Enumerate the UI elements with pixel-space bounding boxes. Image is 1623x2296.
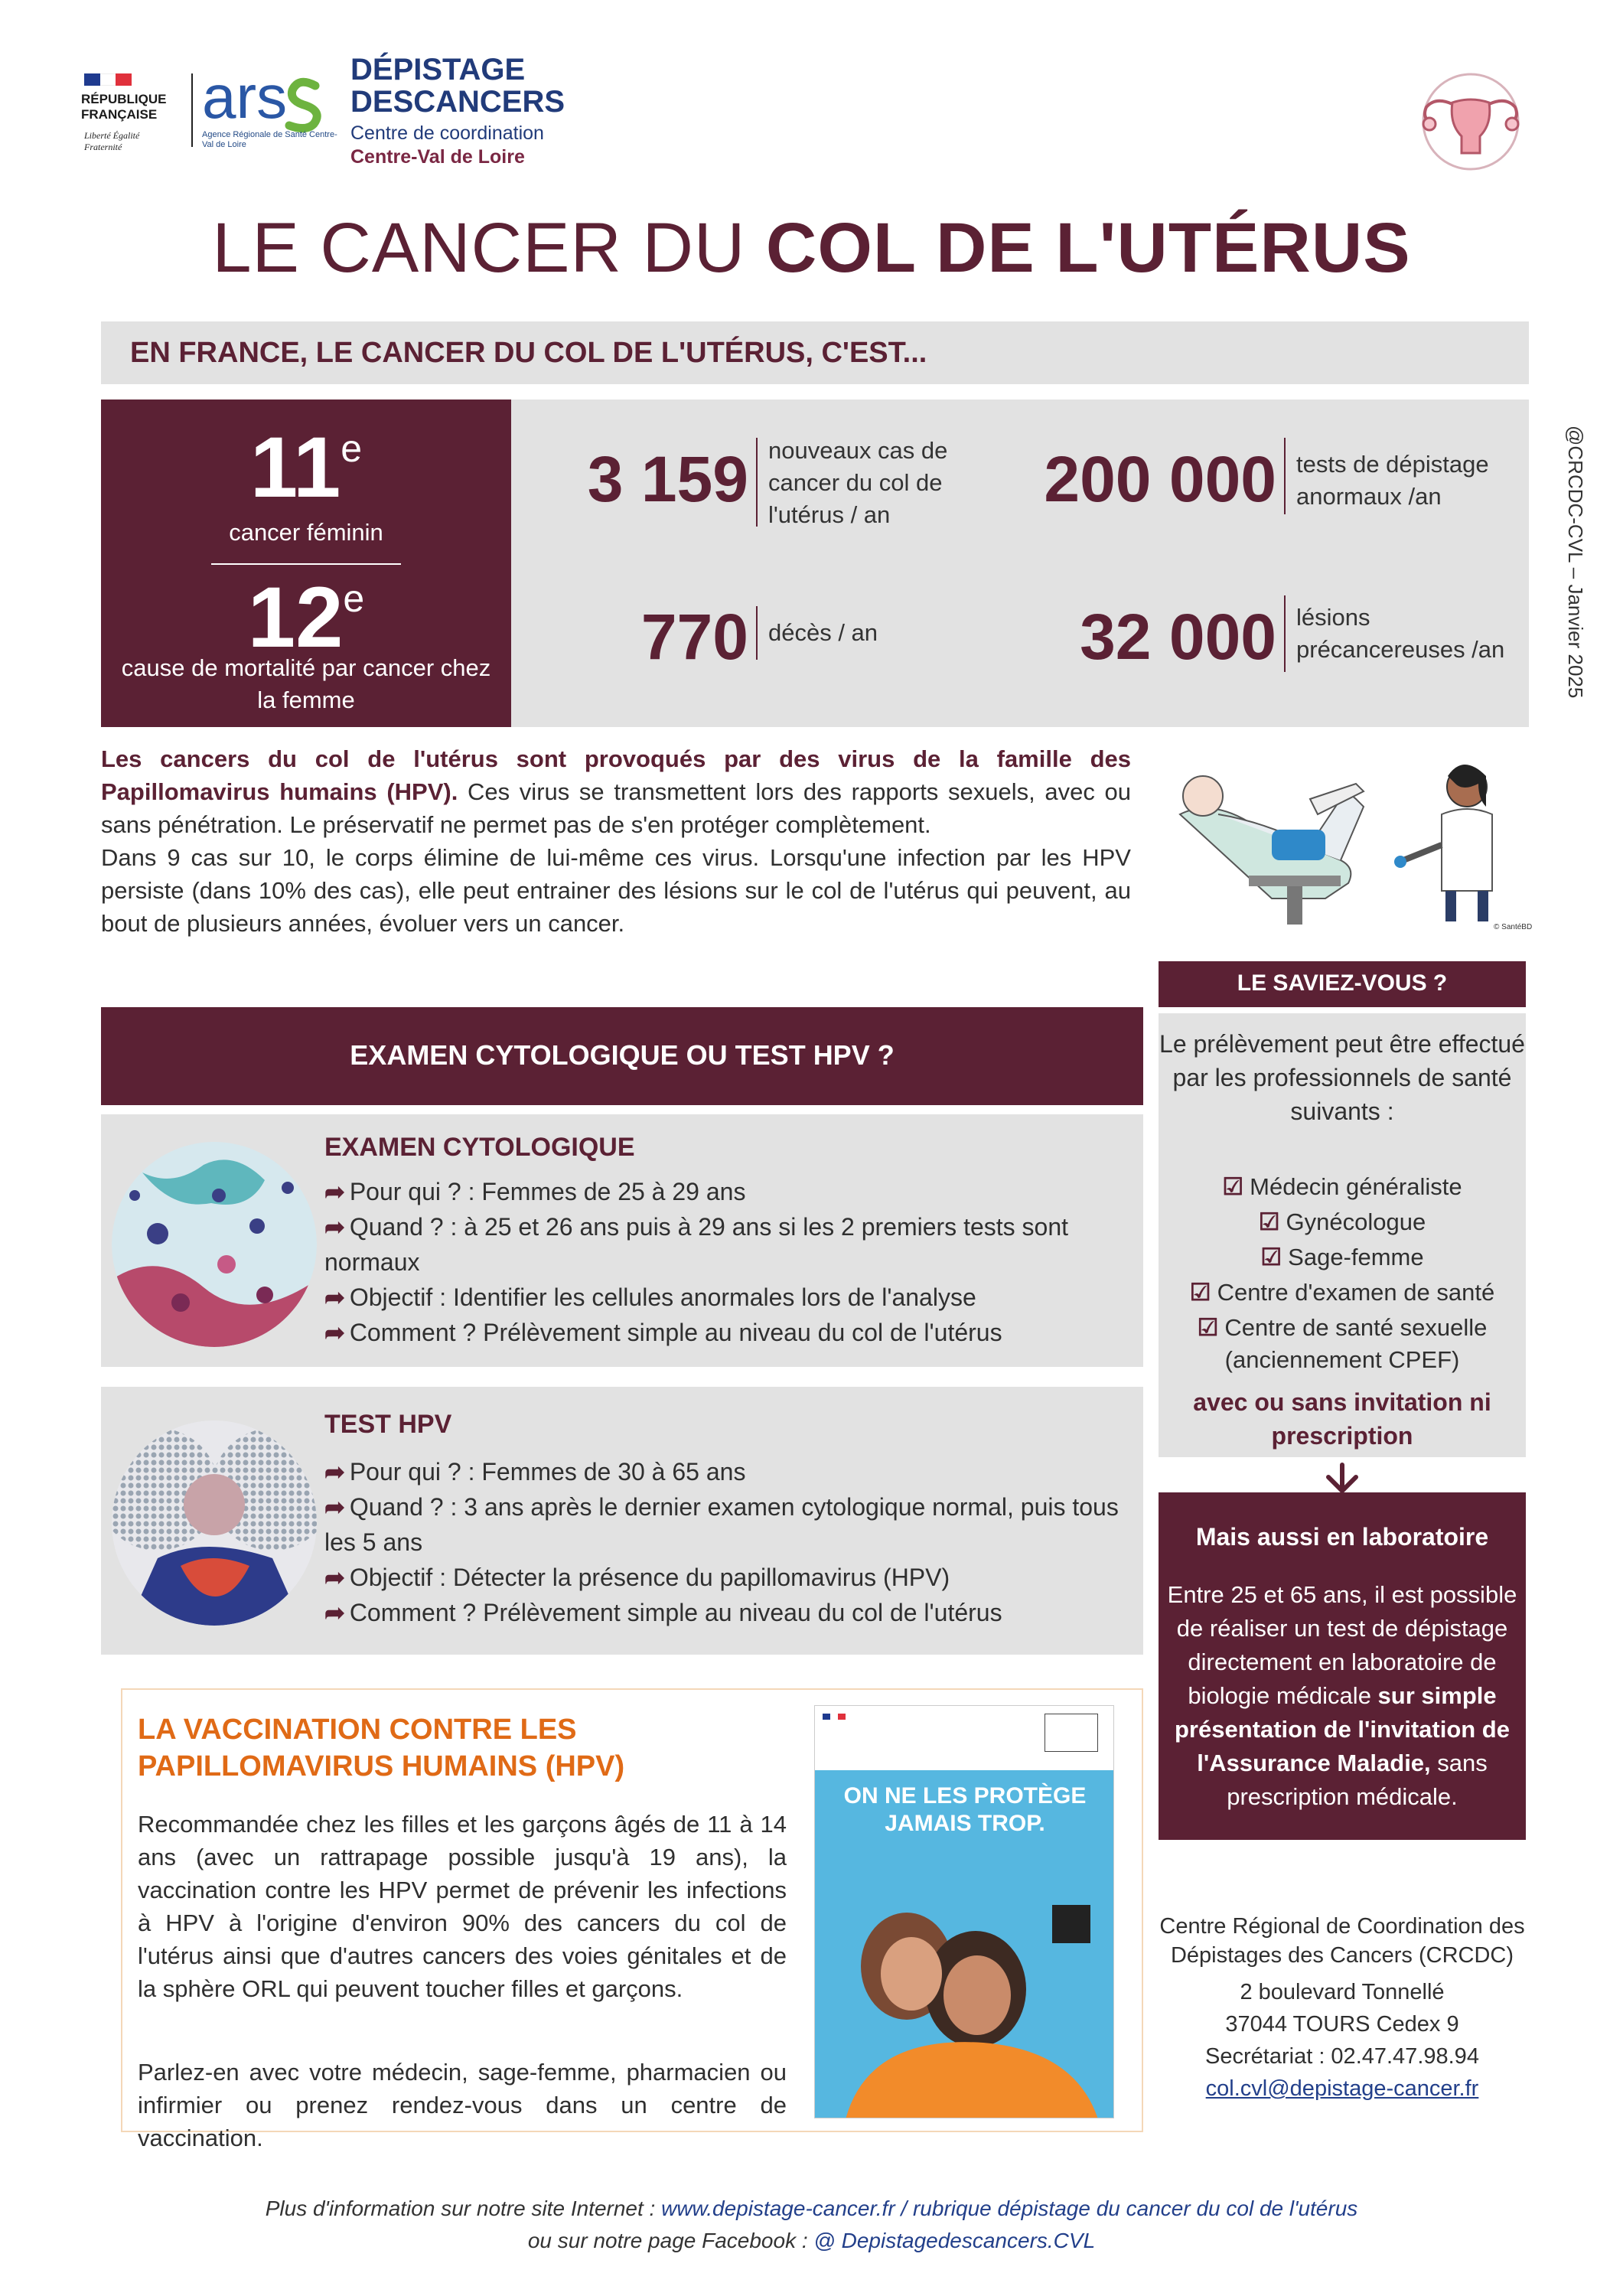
logo-divider — [191, 73, 193, 147]
address-email[interactable]: col.cvl@depistage-cancer.fr — [1205, 2076, 1479, 2101]
hpv-line: ➦ Pour qui ? : Femmes de 30 à 65 ans — [324, 1458, 746, 1486]
vaccination-poster — [814, 1705, 1114, 2118]
cytology-line: ➦ Quand ? : à 25 et 26 ans puis à 29 ans si les 2 premiers tests sont normaux — [324, 1213, 1069, 1276]
saviez-vous-note: avec ou sans invitation ni prescription — [1193, 1388, 1491, 1450]
arrow-icon: ➦ — [324, 1213, 345, 1241]
checkbox-icon: ☑ — [1222, 1173, 1244, 1200]
region-label: Centre-Val de Loire — [350, 146, 525, 168]
arrow-icon: ➦ — [324, 1599, 345, 1626]
france-banner: EN FRANCE, LE CANCER DU COL DE L'UTÉRUS, C'EST... — [101, 321, 1529, 384]
exam-banner: EXAMEN CYTOLOGIQUE OU TEST HPV ? — [101, 1007, 1143, 1105]
list-item: ☑ Centre de santé sexuelle — [1197, 1314, 1488, 1341]
cytology-card — [101, 1114, 1143, 1367]
stat-value-tests: 200 000 — [1044, 443, 1276, 515]
rank-12-label: cause de mortalité par cancer chez la femme — [121, 654, 491, 713]
poster-logo — [1045, 1714, 1098, 1752]
hpv-line: ➦ Quand ? : 3 ans après le dernier examen cytologique normal, puis tous les 5 ans — [324, 1493, 1119, 1556]
checkbox-icon: ☑ — [1197, 1314, 1219, 1341]
coordination-label: Centre de coordination — [350, 122, 544, 144]
depistage-line2: DESCANCERS — [350, 85, 565, 119]
saviez-vous-panel — [1159, 1013, 1526, 1457]
stat-label-cases: nouveaux cas de cancer du col de l'utérus / an — [768, 437, 948, 528]
address-street: 2 boulevard Tonnellé — [1240, 1980, 1445, 2004]
rank-11-label: cancer féminin — [229, 519, 383, 546]
arrow-icon: ➦ — [324, 1319, 345, 1346]
laboratory-title: Mais aussi en laboratoire — [1195, 1523, 1489, 1551]
address-city: 37044 TOURS Cedex 9 — [1225, 2012, 1459, 2037]
laboratory-panel — [1159, 1492, 1526, 1840]
checkbox-icon: ☑ — [1258, 1208, 1280, 1235]
gynecology-exam-illustration — [1157, 745, 1538, 935]
cytology-line: ➦ Pour qui ? : Femmes de 25 à 29 ans — [324, 1178, 746, 1205]
vaccination-advice: Parlez-en avec votre médecin, sage-femme, pharmacien ou infirmier ou prenez rendez-vous dans un centre de vaccination. — [138, 2059, 787, 2151]
stat-value-deaths: 770 — [640, 601, 748, 673]
hpv-line: ➦ Objectif : Détecter la présence du papillomavirus (HPV) — [324, 1564, 950, 1591]
laboratory-text: Entre 25 et 65 ans, il est possible de réaliser un test de dépistage directement en laboratoire de biologie médicale sur simple présentation de l'invitation de l'Assurance Maladie, sans prescription médicale. — [1167, 1581, 1517, 1810]
checkbox-icon: ☑ — [1189, 1279, 1211, 1306]
hpv-details — [324, 1454, 1136, 1630]
hpv-test-card — [101, 1387, 1143, 1655]
side-credit: @CRCDC-CVL – Janvier 2025 — [1564, 426, 1587, 699]
checkbox-icon: ☑ — [1260, 1244, 1282, 1270]
stat-divider — [1284, 595, 1286, 672]
stat-value-lesions: 32 000 — [1080, 601, 1276, 673]
arrow-icon: ➦ — [324, 1178, 345, 1205]
arrow-icon: ➦ — [324, 1458, 345, 1486]
stat-divider — [756, 438, 758, 527]
vaccination-title: LA VACCINATION CONTRE LES PAPILLOMAVIRUS HUMAINS (HPV) — [138, 1714, 625, 1782]
list-item: ☑ Médecin généraliste — [1222, 1173, 1462, 1200]
list-item: ☑ Gynécologue — [1258, 1208, 1426, 1235]
poster-flag — [823, 1714, 846, 1720]
arrow-icon: ➦ — [324, 1564, 345, 1591]
rank-panel — [101, 400, 511, 727]
hpv-title: TEST HPV — [324, 1410, 452, 1439]
poster-title: ON NE LES PROTÈGE JAMAIS TROP. — [843, 1783, 1087, 1836]
footer-website: Plus d'information sur notre site Internet : www.depistage-cancer.fr / rubrique dépistage du cancer du col de l'utérus — [265, 2197, 1358, 2220]
footer-facebook: ou sur notre page Facebook : @ Depistagedescancers.CVL — [527, 2229, 1096, 2252]
list-item: ☑ Centre d'examen de santé — [1189, 1279, 1495, 1306]
page-title: LE CANCER DU COL DE L'UTÉRUS — [212, 209, 1411, 287]
rank-12: 12e — [247, 569, 365, 665]
cytology-title: EXAMEN CYTOLOGIQUE — [324, 1133, 635, 1162]
svg-text:© SantéBD: © SantéBD — [1494, 923, 1533, 931]
svg-text:ars: ars — [202, 69, 288, 131]
cytology-details — [324, 1174, 1136, 1350]
address-phone: Secrétariat : 02.47.47.98.94 — [1205, 2044, 1479, 2069]
intro-rest: Ces virus se transmettent lors des rapports sexuels, avec ou sans pénétration. Le préservatif ne permet pas de s'en protéger complètement. — [101, 778, 1132, 838]
arrow-icon: ➦ — [324, 1283, 345, 1311]
list-item-note: (anciennement CPEF) — [1224, 1346, 1460, 1373]
crcdc-address — [1159, 1912, 1526, 2105]
website-link[interactable]: www.depistage-cancer.fr / rubrique dépistage du cancer du col de l'utérus — [661, 2197, 1358, 2220]
stat-divider — [756, 606, 758, 660]
depistage-line1: DÉPISTAGE — [350, 53, 526, 86]
depistage-logo — [350, 54, 657, 118]
intro-text — [101, 742, 1131, 940]
cytology-line: ➦ Comment ? Prélèvement simple au niveau du col de l'utérus — [324, 1319, 1002, 1346]
stats-panel — [511, 400, 1529, 727]
stat-label-lesions: lésions précancereuses /an — [1296, 604, 1505, 663]
saviez-vous-header: LE SAVIEZ-VOUS ? — [1159, 961, 1526, 1007]
saviez-vous-text: Le prélèvement peut être effectué par les professionnels de santé suivants : — [1159, 1030, 1525, 1125]
stat-value-cases: 3 159 — [587, 443, 748, 515]
intro-bold: Les cancers du col de l'utérus sont provoqués par des virus de la famille des Papillomavirus humains (HPV). — [101, 745, 1131, 805]
republique-francaise-label: RÉPUBLIQUE FRANÇAISE — [81, 92, 167, 122]
cytology-line: ➦ Objectif : Identifier les cellules anormales lors de l'analyse — [324, 1283, 976, 1311]
french-flag — [84, 73, 132, 86]
rank-11: 11e — [249, 419, 363, 515]
hpv-virus-image — [112, 1420, 317, 1626]
professionals-list — [1159, 1169, 1526, 1375]
republique-motto: Liberté Égalité Fraternité — [84, 130, 140, 152]
rank-divider — [211, 563, 401, 565]
ars-subtitle: Agence Régionale de Santé Centre-Val de Loire — [202, 130, 337, 149]
arrow-icon: ➦ — [324, 1493, 345, 1521]
uterus-icon — [1402, 72, 1540, 171]
stat-label-tests: tests de dépistage anormaux /an — [1296, 451, 1489, 510]
intro-para2: Dans 9 cas sur 10, le corps élimine de lui-même ces virus. Lorsqu'une infection par les HPV persiste (dans 10% des cas), elle peut entrainer des lésions sur le col de l'utérus qui peuvent, au bout de plusieurs années, évoluer vers un cancer. — [101, 844, 1131, 937]
poster-photo — [815, 1897, 1114, 2118]
stat-divider — [1284, 438, 1286, 514]
facebook-link[interactable]: @ Depistagedescancers.CVL — [813, 2229, 1096, 2252]
address-org: Centre Régional de Coordination des Dépistages des Cancers (CRCDC) — [1159, 1914, 1525, 1968]
hpv-line: ➦ Comment ? Prélèvement simple au niveau du col de l'utérus — [324, 1599, 1002, 1626]
list-item: ☑ Sage-femme — [1260, 1244, 1424, 1270]
stat-label-deaths: décès / an — [768, 619, 878, 646]
vaccination-text: Recommandée chez les filles et les garçons âgés de 11 à 14 ans (avec un rattrapage possible jusqu'à 19 ans), la vaccination contre les HPV permet de prévenir les infections à HPV à l'origine d'environ 90% des cancers du col de l'utérus ainsi que d'autres cancers des voies génitales et de la sphère ORL qui peuvent toucher filles et garçons. — [138, 1811, 787, 2002]
cytology-cells-image — [112, 1142, 317, 1347]
